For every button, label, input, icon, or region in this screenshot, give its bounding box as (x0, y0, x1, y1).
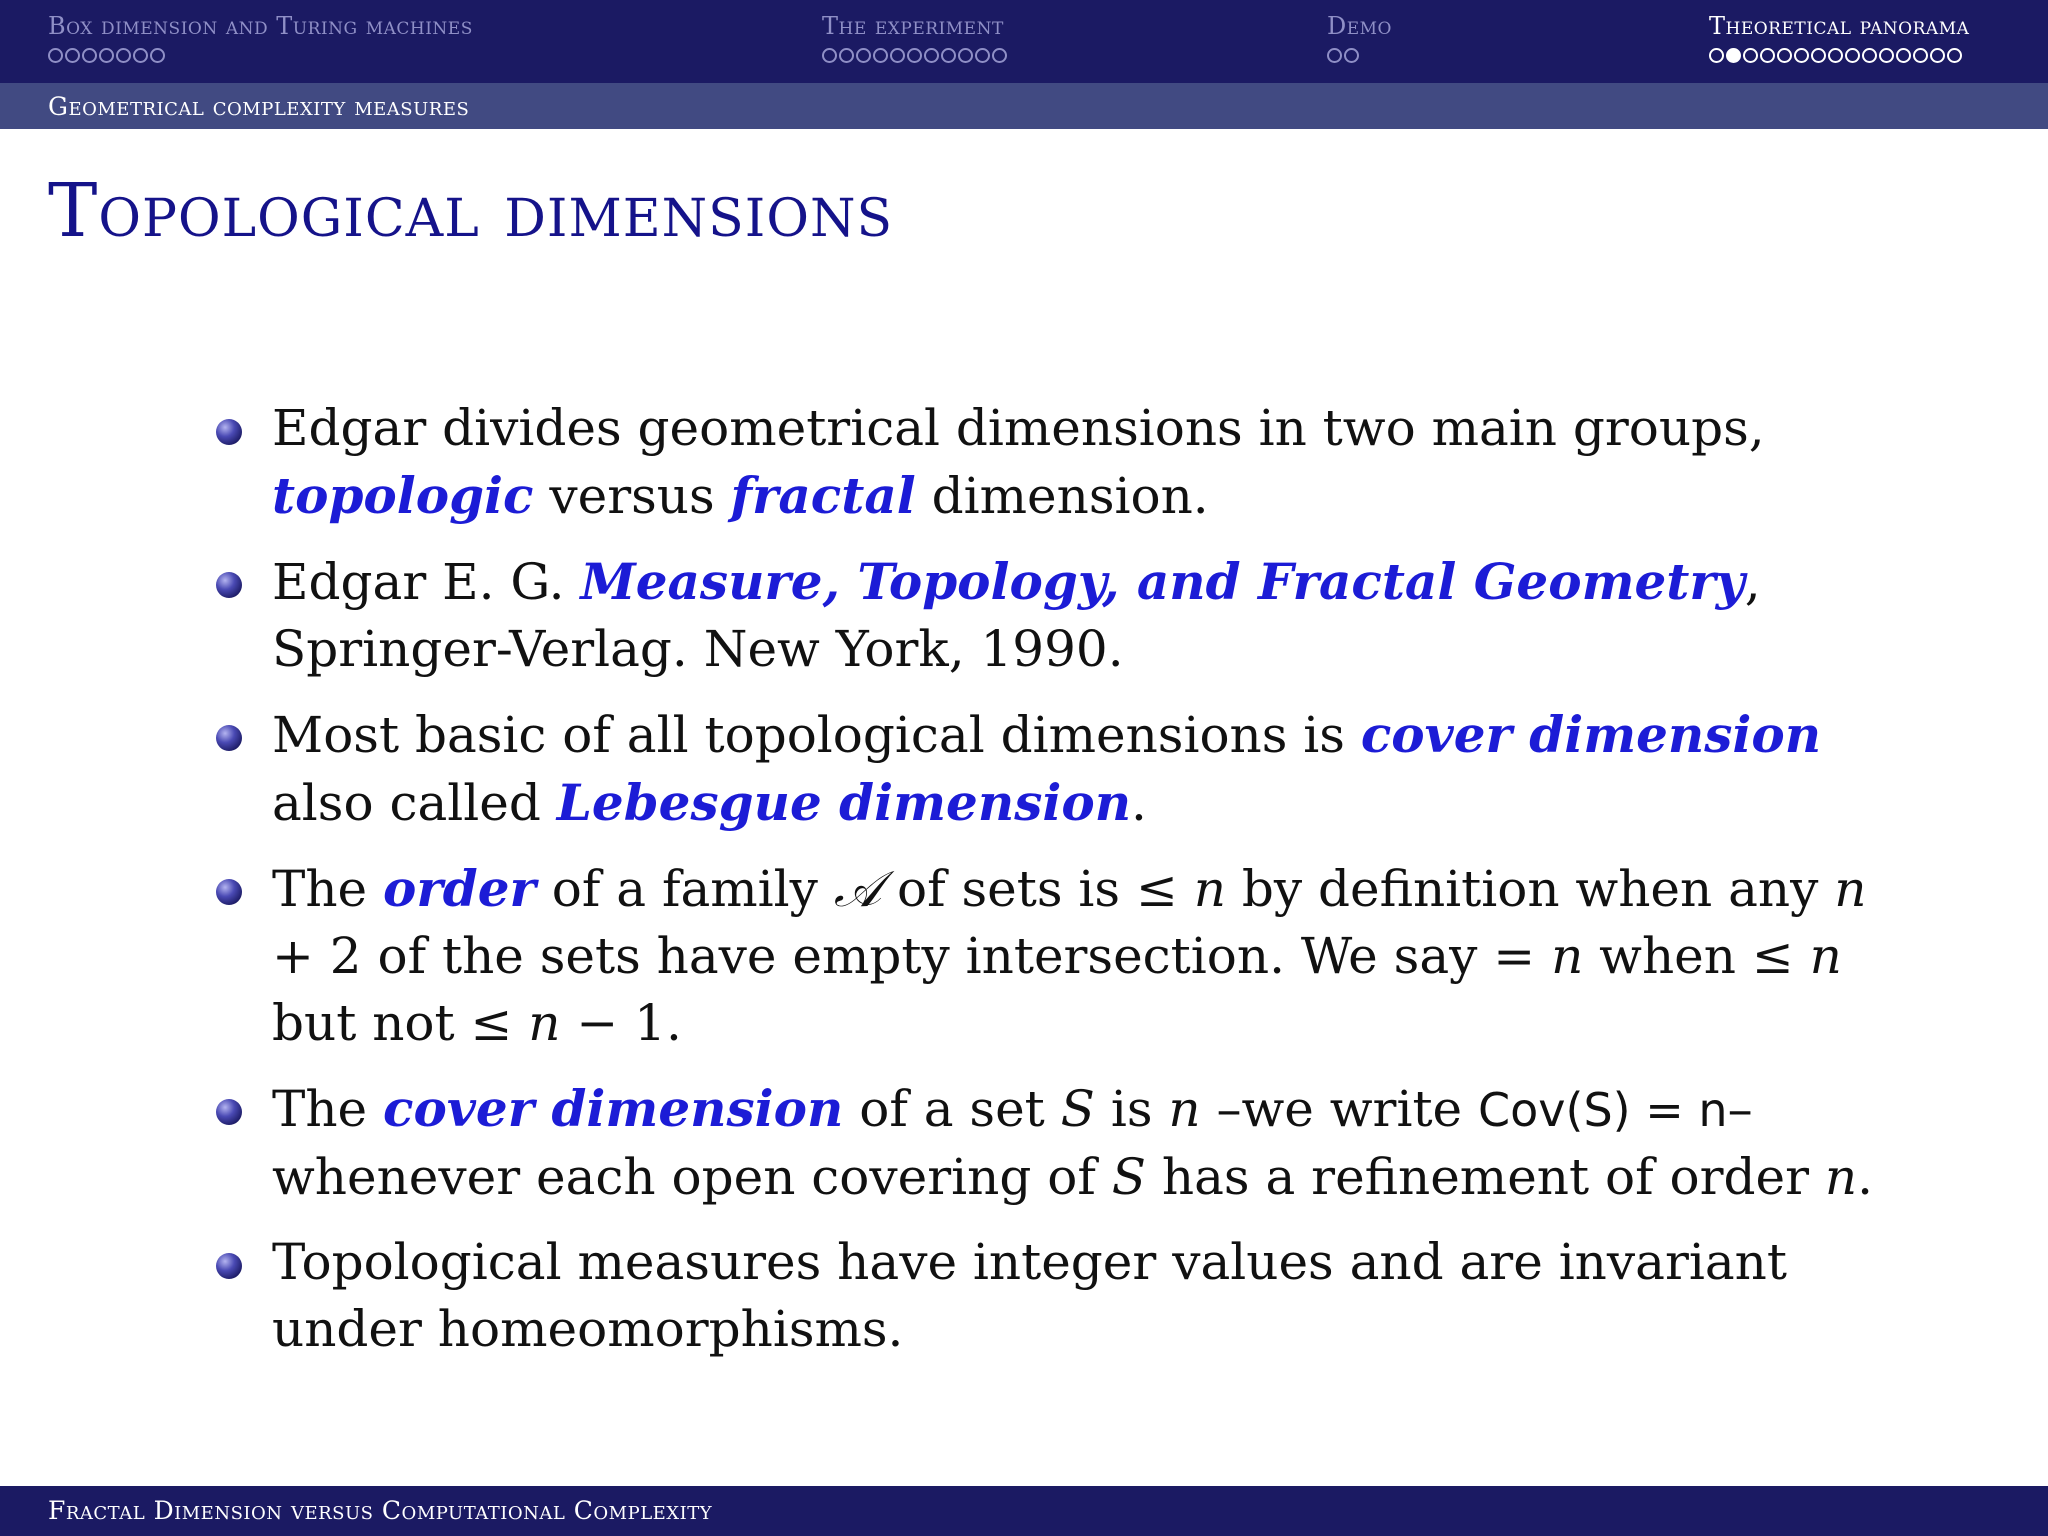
math-symbol: 𝒜 (833, 860, 882, 918)
bullet-item (216, 1075, 1876, 1211)
frame-dot-icon[interactable] (1709, 48, 1724, 63)
bullet-ball-icon (216, 1099, 242, 1125)
frame-dot-icon[interactable] (856, 48, 871, 63)
bullet-text: versus (533, 467, 731, 525)
frame-dot-icon[interactable] (1862, 48, 1877, 63)
bullet-item (216, 701, 1876, 837)
bullet-item (216, 548, 1876, 683)
emphasis-term: cover dimension (1360, 705, 1822, 764)
frame-dot-icon[interactable] (1896, 48, 1911, 63)
cov-notation: Cov(S) = n (1478, 1083, 1728, 1137)
math-variable: n (1168, 1080, 1201, 1138)
frame-dot-icon[interactable] (873, 48, 888, 63)
bullet-text: The (272, 860, 384, 918)
bullet-text: when ≤ (1583, 927, 1810, 985)
frame-dot-icon[interactable] (1828, 48, 1843, 63)
bullet-text: by definition when any (1225, 860, 1835, 918)
bullet-text: –we write (1200, 1080, 1479, 1138)
emphasis-term: cover dimension (383, 1079, 844, 1138)
frame-dot-icon[interactable] (1777, 48, 1792, 63)
frame-dot-icon[interactable] (1794, 48, 1809, 63)
frame-dot-icon[interactable] (133, 48, 148, 63)
bullet-item (216, 1229, 1876, 1363)
math-variable: n (1193, 860, 1226, 918)
bullet-text: is (1094, 1080, 1169, 1138)
emphasis-term: topologic (272, 466, 534, 525)
bullet-text: of a family (535, 860, 834, 918)
frame-title: Topological dimensions (48, 168, 894, 254)
bullet-text: . (1857, 1148, 1874, 1206)
bullet-ball-icon (216, 879, 242, 905)
bullet-text: Topological measures have integer values and are invariant under homeomorphisms. (272, 1233, 1787, 1358)
bullet-text: of sets is ≤ (881, 860, 1194, 918)
bullet-ball-icon (216, 1253, 242, 1279)
presentation-title: Fractal Dimension versus Computational Complexity (48, 1496, 713, 1525)
math-variable: n (1824, 1148, 1858, 1206)
nav-section-box-dimension[interactable] (48, 12, 473, 68)
bullet-text: dimension. (915, 467, 1209, 525)
frame-dot-icon[interactable] (1726, 48, 1741, 63)
bullet-item (216, 855, 1876, 1057)
frame-dots (1709, 48, 1969, 68)
frame-dot-icon[interactable] (1913, 48, 1928, 63)
math-variable: S (1111, 1148, 1147, 1206)
frame-dot-icon[interactable] (1879, 48, 1894, 63)
math-variable: n (1834, 860, 1867, 918)
frame-dot-icon[interactable] (1760, 48, 1775, 63)
bullet-text: Edgar divides geometrical dimensions in two main groups, (272, 399, 1765, 457)
frame-dot-icon[interactable] (992, 48, 1007, 63)
nav-section-theoretical-panorama[interactable] (1709, 12, 1969, 68)
frame-dots (48, 48, 473, 68)
bullet-text: , Springer-Verlag. New York, 1990. (272, 553, 1761, 678)
frame-dot-icon[interactable] (1327, 48, 1342, 63)
frame-dot-icon[interactable] (907, 48, 922, 63)
bullet-text: Edgar E. G. (272, 553, 581, 611)
bullet-text: – whenever each open covering of (272, 1080, 1753, 1206)
math-variable: S (1060, 1080, 1095, 1138)
frame-dot-icon[interactable] (65, 48, 80, 63)
frame-dots (1327, 48, 1392, 68)
emphasis-term: order (383, 859, 536, 918)
bullet-text: + 2 of the sets have empty intersection. We say = (272, 927, 1552, 985)
bullet-text: The (272, 1080, 384, 1138)
bullet-text: − 1. (560, 994, 682, 1052)
nav-section-demo[interactable] (1327, 12, 1392, 68)
nav-section-title[interactable]: Demo (1327, 12, 1392, 40)
frame-dot-icon[interactable] (924, 48, 939, 63)
frame-dots (822, 48, 1007, 68)
frame-dot-icon[interactable] (822, 48, 837, 63)
emphasis-term: Lebesgue dimension (556, 773, 1132, 832)
frame-dot-icon[interactable] (1743, 48, 1758, 63)
nav-section-title[interactable]: Theoretical panorama (1709, 12, 1970, 40)
math-variable: n (1809, 927, 1842, 985)
frame-dot-icon[interactable] (150, 48, 165, 63)
nav-section-title[interactable]: Box dimension and Turing machines (48, 12, 473, 40)
frame-dot-icon[interactable] (116, 48, 131, 63)
frame-dot-icon[interactable] (941, 48, 956, 63)
bullet-text: but not ≤ (272, 994, 529, 1052)
subsection-title[interactable]: Geometrical complexity measures (48, 92, 470, 121)
frame-dot-icon[interactable] (1845, 48, 1860, 63)
frame-dot-icon[interactable] (839, 48, 854, 63)
frame-dot-icon[interactable] (1344, 48, 1359, 63)
nav-section-experiment[interactable] (822, 12, 1007, 68)
subsection-bar (0, 83, 2048, 129)
frame-dot-icon[interactable] (48, 48, 63, 63)
frame-dot-icon[interactable] (975, 48, 990, 63)
bullet-text: of a set (843, 1080, 1061, 1138)
frame-dot-icon[interactable] (1811, 48, 1826, 63)
frame-dot-icon[interactable] (1930, 48, 1945, 63)
bullet-ball-icon (216, 725, 242, 751)
frame-dot-icon[interactable] (958, 48, 973, 63)
math-variable: n (528, 994, 561, 1052)
section-navigation-bar (0, 0, 2048, 83)
bullet-text: also called (272, 774, 557, 832)
emphasis-term: fractal (730, 466, 916, 525)
frame-dot-icon[interactable] (1947, 48, 1962, 63)
bullet-ball-icon (216, 419, 242, 445)
bullet-text: . (1131, 774, 1147, 832)
bullet-list (216, 395, 1876, 1381)
frame-dot-icon[interactable] (890, 48, 905, 63)
bullet-item (216, 395, 1876, 530)
frame-dot-icon[interactable] (99, 48, 114, 63)
footer-bar (0, 1486, 2048, 1536)
bullet-text: Most basic of all topological dimensions is (272, 706, 1361, 764)
math-variable: n (1551, 927, 1584, 985)
bullet-ball-icon (216, 572, 242, 598)
frame-dot-icon[interactable] (82, 48, 97, 63)
nav-section-title[interactable]: The experiment (822, 12, 1004, 40)
book-title: Measure, Topology, and Fractal Geometry (580, 552, 1745, 611)
bullet-text: has a refinement of order (1146, 1148, 1825, 1206)
